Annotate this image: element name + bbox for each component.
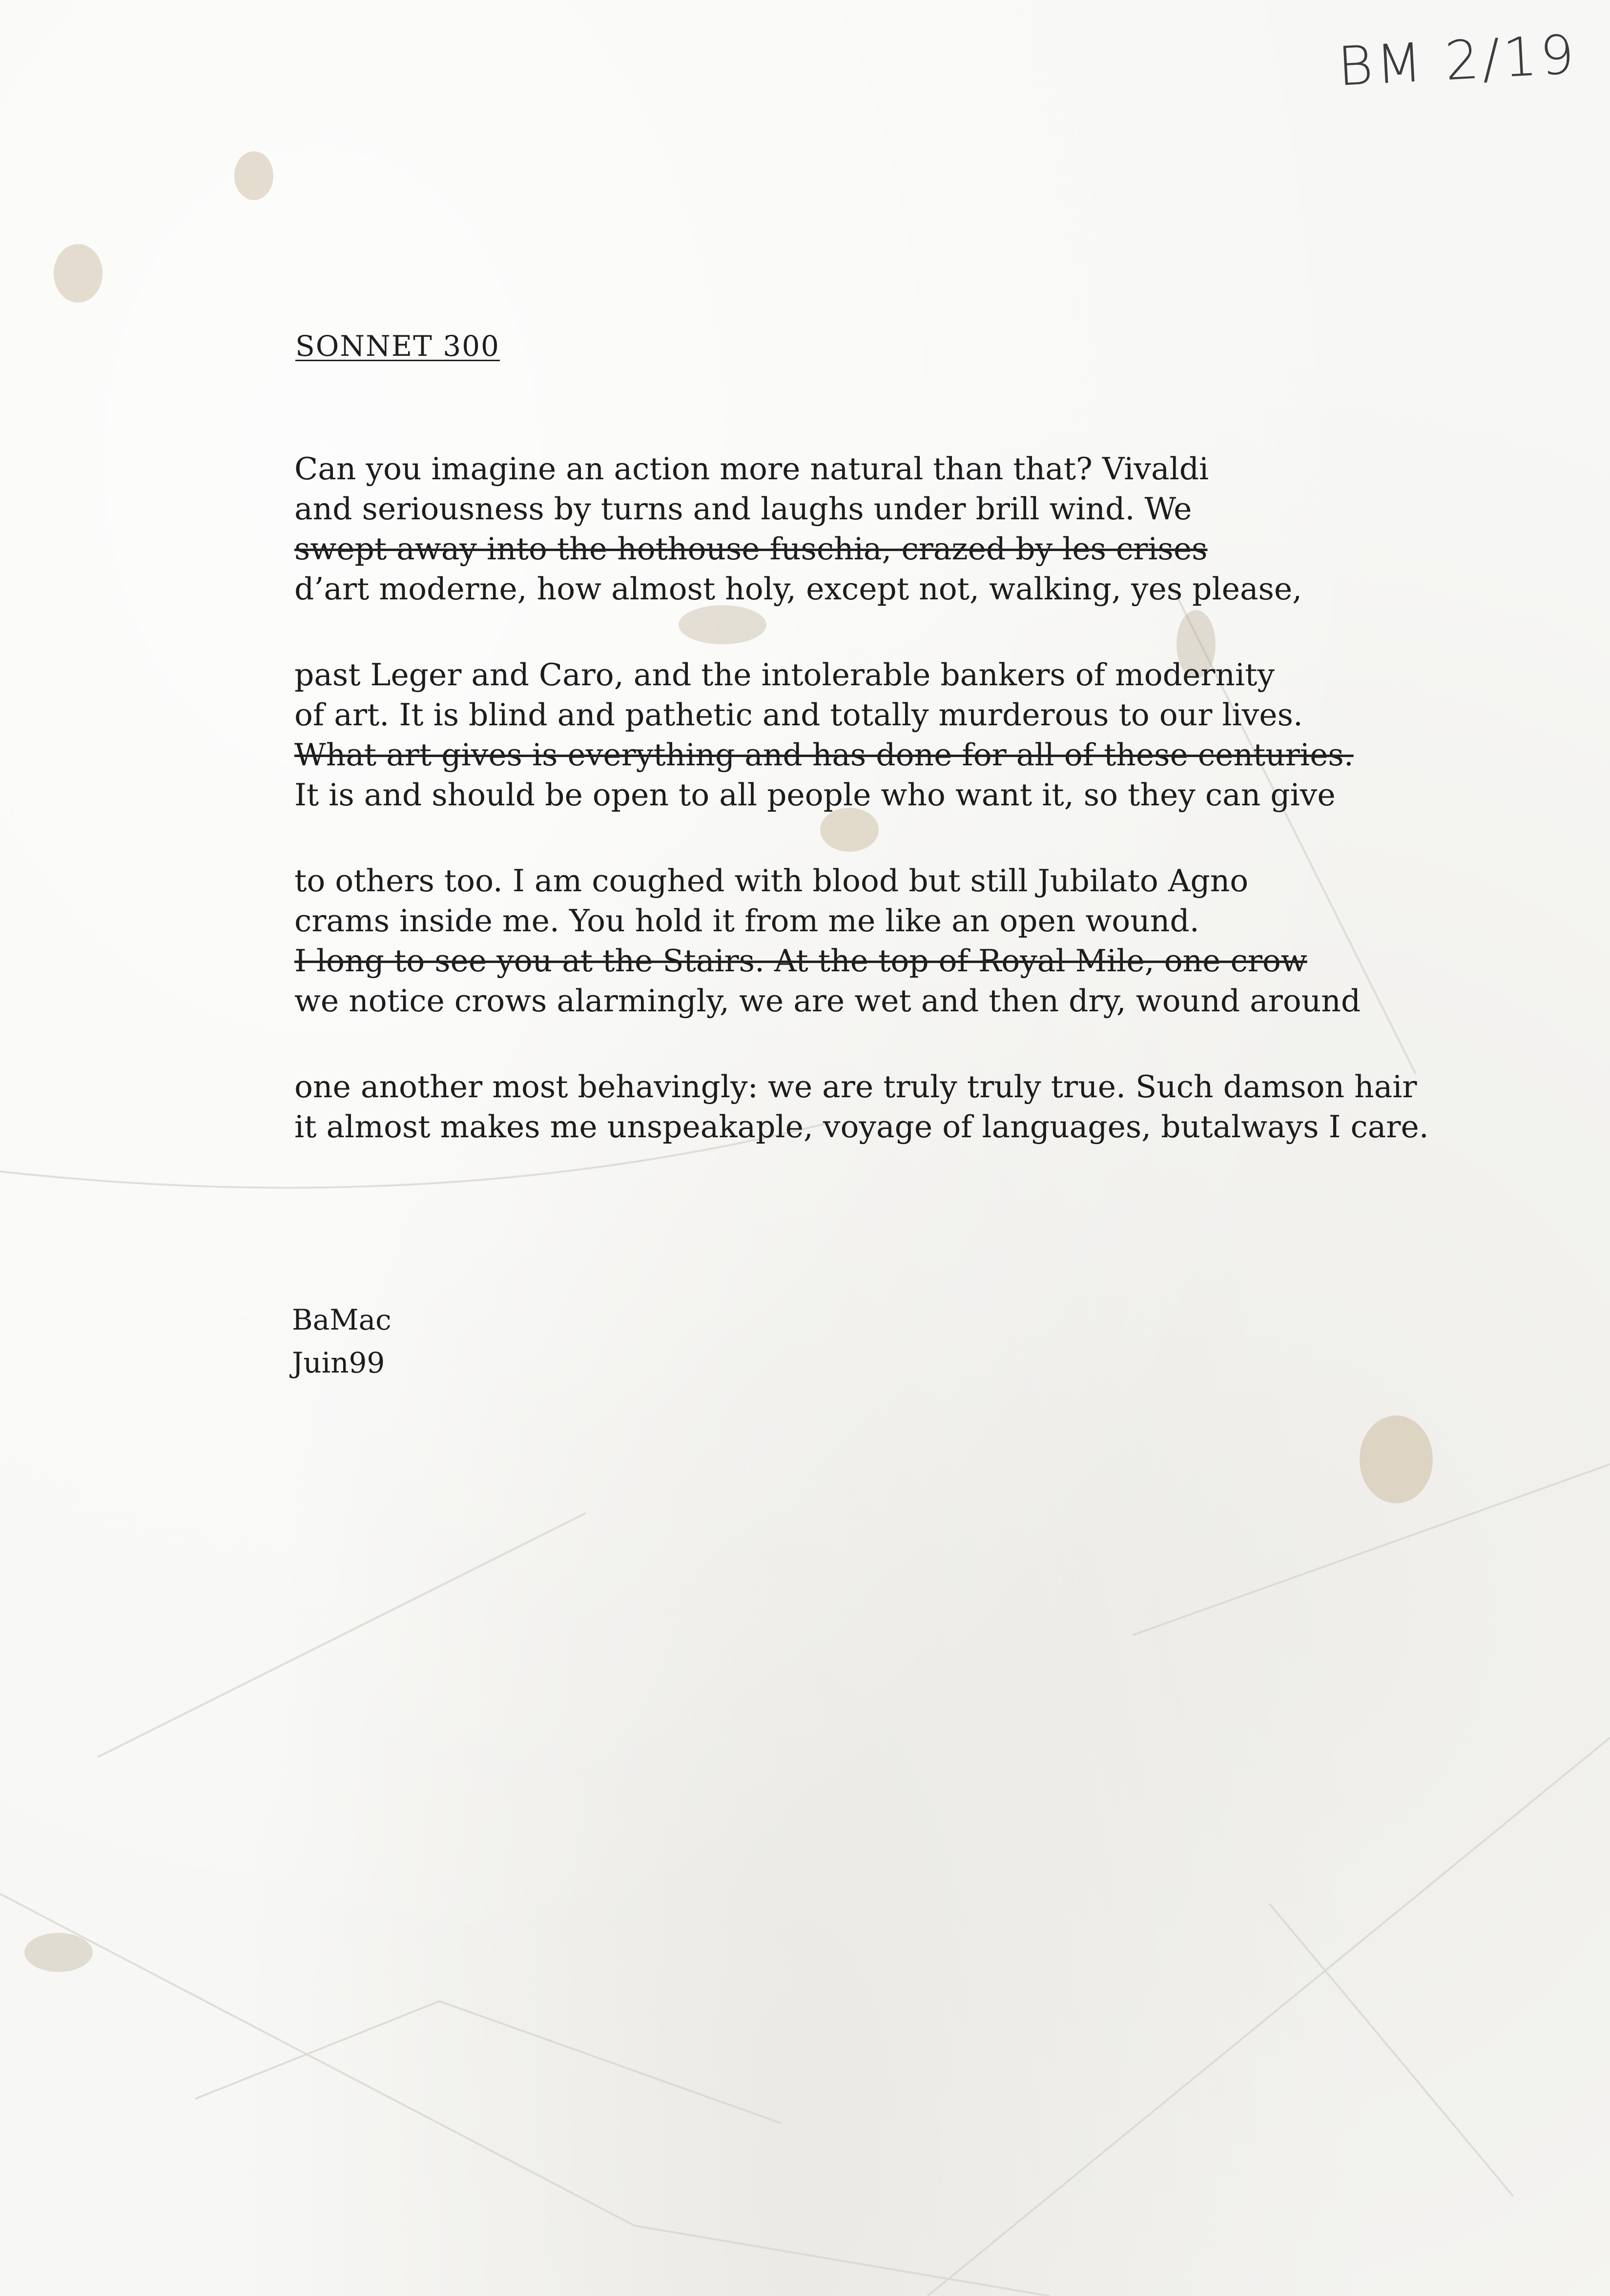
- stanza-3: [294, 861, 1429, 1021]
- poem-line: to others too. I am coughed with blood but still Jubilato Agno: [294, 863, 1249, 899]
- stanza-break: [294, 1021, 1429, 1067]
- stanza-break: [294, 609, 1429, 655]
- poem-line: and seriousness by turns and laughs under brill wind. We: [294, 491, 1192, 527]
- stanza-1: [294, 449, 1429, 609]
- poem-line-struck-through: I long to see you at the Stairs. At the top of Royal Mile, one crow: [294, 943, 1307, 979]
- poem-title: SONNET 300: [295, 329, 500, 363]
- composition-date: Juin99: [292, 1346, 385, 1379]
- poem-line: we notice crows alarmingly, we are wet and then dry, wound around: [294, 983, 1361, 1019]
- archive-reference-handwritten: BM 2/19: [1336, 23, 1579, 98]
- poem-line: of art. It is blind and pathetic and totally murderous to our lives.: [294, 697, 1303, 733]
- signature-block: [292, 1298, 392, 1384]
- poem-line-struck-through: swept away into the hothouse fuschia, crazed by les crises: [294, 531, 1208, 567]
- poem-line: d’art moderne, how almost holy, except not, walking, yes please,: [294, 571, 1302, 607]
- poem-line-struck-through: What art gives is everything and has done for all of these centuries.: [294, 737, 1354, 773]
- poem-line: It is and should be open to all people who want it, so they can give: [294, 777, 1336, 813]
- poem-line: one another most behavingly: we are truly truly true. Such damson hair: [294, 1069, 1417, 1105]
- poem-line: past Leger and Caro, and the intolerable bankers of modernity: [294, 657, 1275, 693]
- poem-line: crams inside me. You hold it from me like an open wound.: [294, 903, 1199, 939]
- stanza-2: [294, 655, 1429, 815]
- stanza-break: [294, 815, 1429, 861]
- poem-line: it almost makes me unspeakaple, voyage of languages, butalways I care.: [294, 1109, 1429, 1145]
- poem-line: Can you imagine an action more natural than that? Vivaldi: [294, 451, 1209, 487]
- poem-body: [294, 449, 1429, 1147]
- author-name: BaMac: [292, 1303, 392, 1336]
- stanza-4: [294, 1067, 1429, 1147]
